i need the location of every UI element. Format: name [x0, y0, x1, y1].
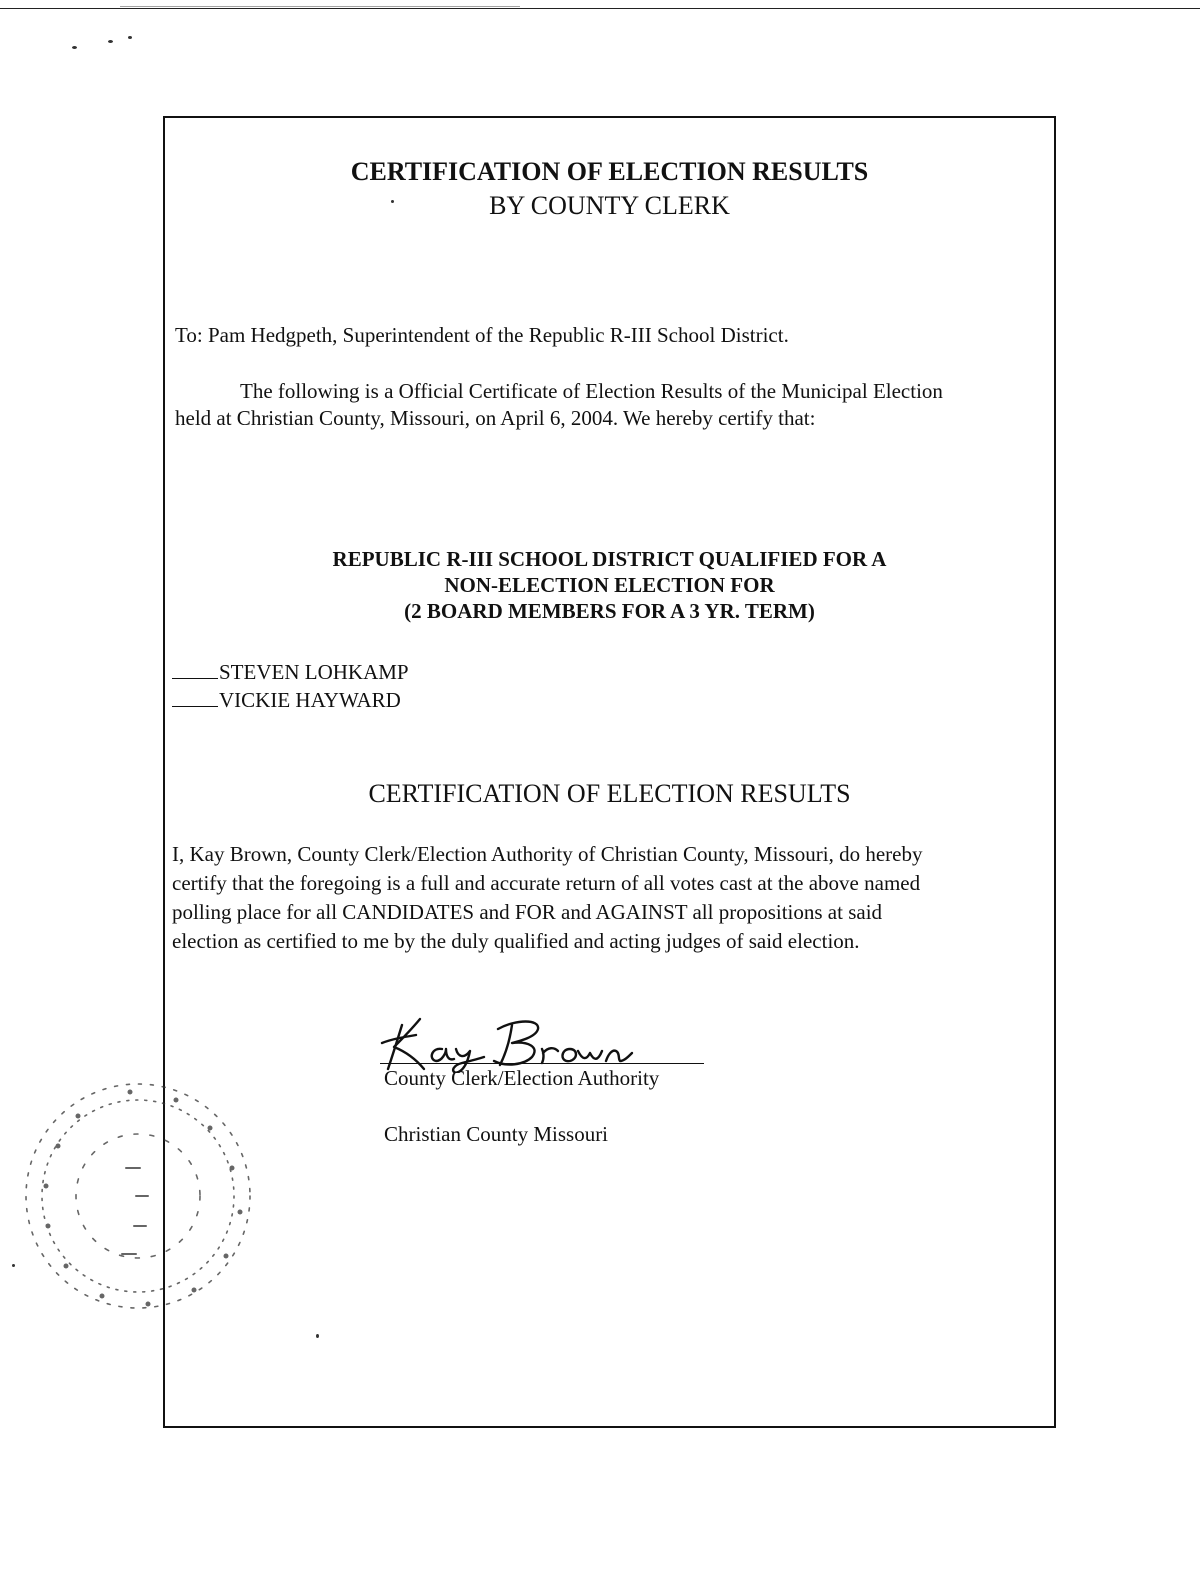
signature-location: Christian County Missouri: [384, 1122, 609, 1146]
certificate-border: [163, 116, 1056, 1428]
document-title: CERTIFICATION OF ELECTION RESULTS: [350, 157, 869, 186]
certification-statement: [172, 840, 1052, 956]
candidate-name: VICKIE HAYWARD: [219, 688, 401, 712]
scan-speck: [72, 46, 77, 49]
county-clerk-seal-stamp: [18, 1076, 258, 1316]
intro-line: held at Christian County, Missouri, on April 6, 2004. We hereby certify that:: [175, 406, 816, 430]
statement-line: I, Kay Brown, County Clerk/Election Authority of Christian County, Missouri, do hereby: [172, 842, 923, 866]
district-heading-line: (2 BOARD MEMBERS FOR A 3 YR. TERM): [404, 599, 815, 623]
scan-top-marks: [120, 0, 520, 7]
signature-line: [380, 1063, 704, 1064]
handwritten-signature: [380, 1013, 710, 1073]
district-heading-line: REPUBLIC R-III SCHOOL DISTRICT QUALIFIED FOR A: [332, 547, 887, 571]
intro-paragraph: [175, 378, 1055, 432]
candidate-blank-line: [172, 686, 218, 707]
district-heading: [163, 546, 1056, 624]
statement-line: election as certified to me by the duly qualified and acting judges of said election.: [172, 929, 860, 953]
signature-title: County Clerk/Election Authority: [384, 1066, 660, 1090]
candidate-blank-line: [172, 658, 218, 679]
intro-line: The following is a Official Certificate of Election Results of the Municipal Election: [240, 379, 943, 403]
document-subtitle: BY COUNTY CLERK: [489, 191, 730, 220]
certification-heading: CERTIFICATION OF ELECTION RESULTS: [368, 779, 851, 808]
candidate-row: [172, 686, 409, 714]
scan-speck: [108, 40, 113, 43]
candidate-row: [172, 658, 409, 686]
statement-line: certify that the foregoing is a full and accurate return of all votes cast at the above named: [172, 871, 921, 895]
scan-speck: [12, 1264, 15, 1267]
candidate-list: [172, 658, 409, 714]
scan-speck: [128, 36, 132, 39]
district-heading-line: NON-ELECTION ELECTION FOR: [444, 573, 775, 597]
candidate-name: STEVEN LOHKAMP: [219, 660, 409, 684]
addressee-line: To: Pam Hedgpeth, Superintendent of the Republic R-III School District.: [175, 323, 789, 347]
scan-top-edge: [0, 8, 1200, 9]
statement-line: polling place for all CANDIDATES and FOR and AGAINST all propositions at said: [172, 900, 883, 924]
